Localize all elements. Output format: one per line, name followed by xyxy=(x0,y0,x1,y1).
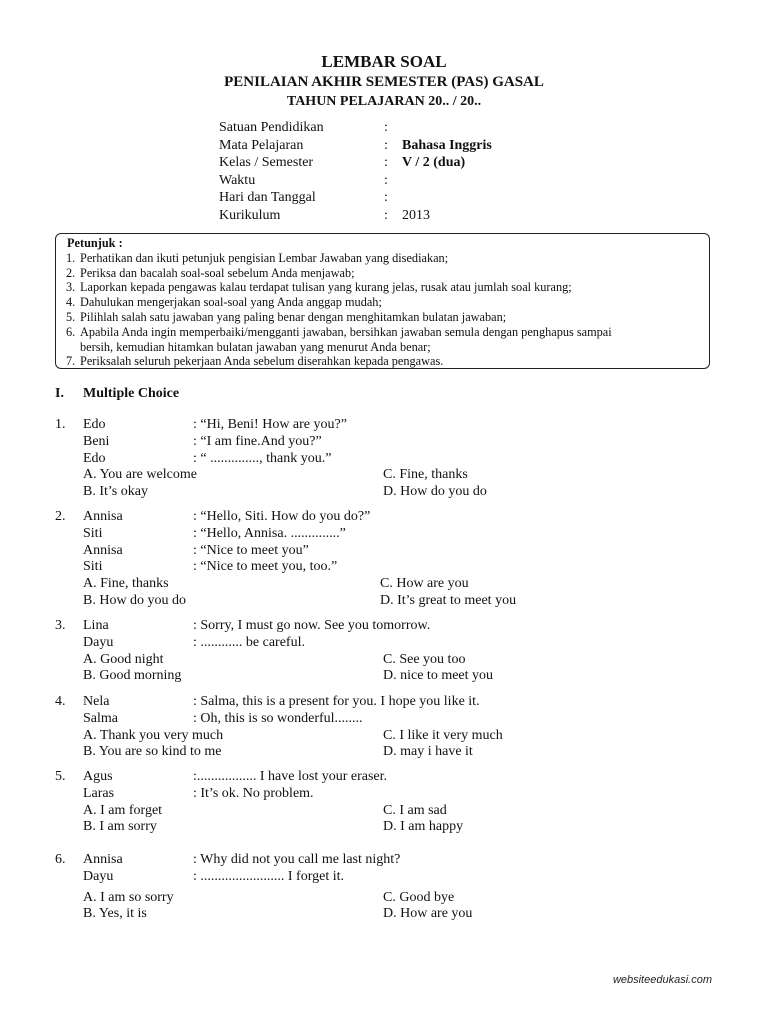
answer-option: C. See you too xyxy=(383,651,466,667)
speaker: Lina xyxy=(83,618,109,633)
info-row-curriculum xyxy=(219,207,539,225)
options-row xyxy=(55,728,705,745)
question-6 xyxy=(55,852,705,923)
instruction-item xyxy=(66,251,709,266)
instruction-item xyxy=(66,266,709,281)
info-label: Kurikulum xyxy=(219,207,281,223)
instruction-item xyxy=(66,310,709,325)
utterance: :................. I have lost your eraser. xyxy=(193,769,388,784)
instructions-box xyxy=(55,233,710,369)
answer-option: B. Yes, it is xyxy=(83,906,147,922)
question-number: 2. xyxy=(55,509,66,524)
options-row xyxy=(55,467,705,484)
info-row-subject xyxy=(219,137,539,155)
instruction-number: 5. xyxy=(66,309,76,324)
speaker: Dayu xyxy=(83,868,114,884)
utterance: : Sorry, I must go now. See you tomorrow. xyxy=(193,618,431,633)
question-4 xyxy=(55,694,705,761)
info-value: Bahasa Inggris xyxy=(402,137,492,153)
info-colon: : xyxy=(384,172,388,188)
instruction-number: 1. xyxy=(66,250,76,265)
utterance: : “Hello, Annisa. ..............” xyxy=(193,525,346,541)
info-label: Kelas / Semester xyxy=(219,155,314,171)
answer-option: B. It’s okay xyxy=(83,484,148,500)
dialog-line xyxy=(55,543,705,560)
dialog-line xyxy=(55,694,705,711)
answer-option: C. I am sad xyxy=(383,802,447,818)
speaker: Dayu xyxy=(83,634,114,650)
utterance: : “ .............., thank you.” xyxy=(193,450,332,466)
instruction-number: 4. xyxy=(66,295,76,310)
options-row xyxy=(55,668,705,685)
instruction-text: Laporkan kepada pengawas kalau terdapat tulisan yang kurang jelas, rusak atau jumlah soal kurang; xyxy=(80,280,572,295)
answer-option: D. How are you xyxy=(383,906,473,922)
dialog-line xyxy=(55,618,705,635)
dialog-line xyxy=(55,769,705,786)
speaker: Nela xyxy=(83,694,110,709)
section-number: I. xyxy=(55,386,64,401)
info-value: 2013 xyxy=(402,207,430,223)
instruction-item xyxy=(66,295,709,310)
instructions-title: Petunjuk : xyxy=(67,236,123,250)
answer-option: C. Good bye xyxy=(383,889,455,905)
info-label: Waktu xyxy=(219,172,256,188)
section-title: Multiple Choice xyxy=(83,386,180,401)
question-number: 3. xyxy=(55,618,66,633)
instruction-text: Dahulukan mengerjakan soal-soal yang Anda anggap mudah; xyxy=(80,295,382,310)
utterance: : It’s ok. No problem. xyxy=(193,785,314,801)
instruction-number: 3. xyxy=(66,280,76,295)
utterance: : ........................ I forget it. xyxy=(193,868,345,884)
answer-option: C. How are you xyxy=(380,576,469,592)
instruction-number: 6. xyxy=(66,324,76,339)
sheet-title: LEMBAR SOAL xyxy=(321,52,447,71)
answer-option: C. Fine, thanks xyxy=(383,467,468,483)
speaker: Salma xyxy=(83,710,118,726)
info-label: Mata Pelajaran xyxy=(219,137,304,153)
utterance: : ............ be careful. xyxy=(193,634,305,650)
answer-option: D. may i have it xyxy=(383,744,473,760)
instruction-text-continued: bersih, kemudian hitamkan bulatan jawaban yang menurut Anda benar; xyxy=(80,339,431,354)
dialog-line xyxy=(55,711,705,728)
answer-option: D. I am happy xyxy=(383,819,464,835)
website-watermark: websiteedukasi.com xyxy=(612,974,712,986)
options-row xyxy=(55,744,705,761)
instruction-text: Apabila Anda ingin memperbaiki/mengganti jawaban, bersihkan jawaban semula dengan penghapus sampai xyxy=(80,324,612,339)
speaker: Agus xyxy=(83,769,113,784)
utterance: : Oh, this is so wonderful........ xyxy=(193,710,363,726)
utterance: : Why did not you call me last night? xyxy=(193,852,401,867)
instruction-text: Pilihlah salah satu jawaban yang paling benar dengan menghitamkan bulatan jawaban; xyxy=(80,309,507,324)
answer-option: A. Fine, thanks xyxy=(83,576,169,592)
dialog-line xyxy=(55,786,705,803)
utterance: : “Hi, Beni! How are you?” xyxy=(193,417,347,432)
question-number: 6. xyxy=(55,852,66,867)
options-row xyxy=(55,484,705,501)
answer-option: B. You are so kind to me xyxy=(83,744,222,760)
speaker: Annisa xyxy=(83,542,123,558)
speaker: Laras xyxy=(83,785,115,801)
info-colon: : xyxy=(384,190,388,206)
answer-option: B. Good morning xyxy=(83,668,182,684)
academic-year: TAHUN PELAJARAN 20.. / 20.. xyxy=(286,94,482,109)
options-row xyxy=(55,576,705,593)
question-2 xyxy=(55,509,705,610)
answer-option: D. nice to meet you xyxy=(383,668,494,684)
answer-option: A. I am forget xyxy=(83,802,163,818)
utterance: : “Nice to meet you” xyxy=(193,542,309,558)
options-row xyxy=(55,593,705,610)
utterance: : “Nice to meet you, too.” xyxy=(193,559,338,575)
info-label: Satuan Pendidikan xyxy=(219,120,324,135)
question-1 xyxy=(55,417,705,501)
utterance: : “Hello, Siti. How do you do?” xyxy=(193,509,371,524)
info-row-date xyxy=(219,189,539,207)
question-number: 1. xyxy=(55,417,66,432)
instruction-number: 2. xyxy=(66,265,76,280)
info-colon: : xyxy=(384,207,388,223)
info-row-school xyxy=(219,119,539,137)
dialog-line xyxy=(55,451,705,468)
answer-option: B. I am sorry xyxy=(83,819,157,835)
dialog-line xyxy=(55,526,705,543)
speaker: Annisa xyxy=(83,509,123,524)
options-row xyxy=(55,819,705,836)
info-colon: : xyxy=(384,137,388,153)
dialog-line xyxy=(55,635,705,652)
question-number: 5. xyxy=(55,769,66,784)
dialog-line xyxy=(55,434,705,451)
answer-option: A. Good night xyxy=(83,651,164,667)
speaker: Siti xyxy=(83,559,103,575)
info-value: V / 2 (dua) xyxy=(402,155,466,171)
info-label: Hari dan Tanggal xyxy=(219,190,316,206)
info-colon: : xyxy=(384,120,388,135)
answer-option: D. How do you do xyxy=(383,484,487,500)
dialog-line xyxy=(55,509,705,526)
speaker: Annisa xyxy=(83,852,123,867)
utterance: : “I am fine.And you?” xyxy=(193,433,322,449)
answer-option: A. I am so sorry xyxy=(83,889,174,905)
instruction-item xyxy=(66,280,709,295)
info-row-time xyxy=(219,172,539,190)
options-row xyxy=(55,906,705,923)
dialog-line xyxy=(55,869,705,886)
instruction-number: 7. xyxy=(66,354,76,369)
exam-info-table xyxy=(219,119,539,225)
answer-option: A. You are welcome xyxy=(83,467,197,483)
dialog-line xyxy=(55,852,705,869)
utterance: : Salma, this is a present for you. I hope you like it. xyxy=(193,694,480,709)
speaker: Siti xyxy=(83,525,103,541)
instruction-text: Perhatikan dan ikuti petunjuk pengisian Lembar Jawaban yang disediakan; xyxy=(80,250,449,265)
question-number: 4. xyxy=(55,694,66,709)
answer-option: C. I like it very much xyxy=(383,727,503,743)
info-row-class xyxy=(219,154,539,172)
answer-option: D. It’s great to meet you xyxy=(380,592,517,608)
dialog-line xyxy=(55,417,705,434)
sheet-subtitle: PENILAIAN AKHIR SEMESTER (PAS) GASAL xyxy=(224,74,544,90)
instruction-item xyxy=(66,325,709,355)
options-row xyxy=(55,652,705,669)
question-3 xyxy=(55,618,705,685)
options-row xyxy=(55,890,705,907)
options-row xyxy=(55,803,705,820)
answer-option: B. How do you do xyxy=(83,592,187,608)
speaker: Edo xyxy=(83,417,106,432)
instruction-item xyxy=(66,354,709,369)
dialog-line xyxy=(55,559,705,576)
instruction-text: Periksalah seluruh pekerjaan Anda sebelum diserahkan kepada pengawas. xyxy=(80,354,444,369)
speaker: Beni xyxy=(83,433,110,449)
question-5 xyxy=(55,769,705,836)
info-colon: : xyxy=(384,155,388,171)
answer-option: A. Thank you very much xyxy=(83,727,224,743)
speaker: Edo xyxy=(83,450,106,466)
instruction-text: Periksa dan bacalah soal-soal sebelum Anda menjawab; xyxy=(80,265,355,280)
